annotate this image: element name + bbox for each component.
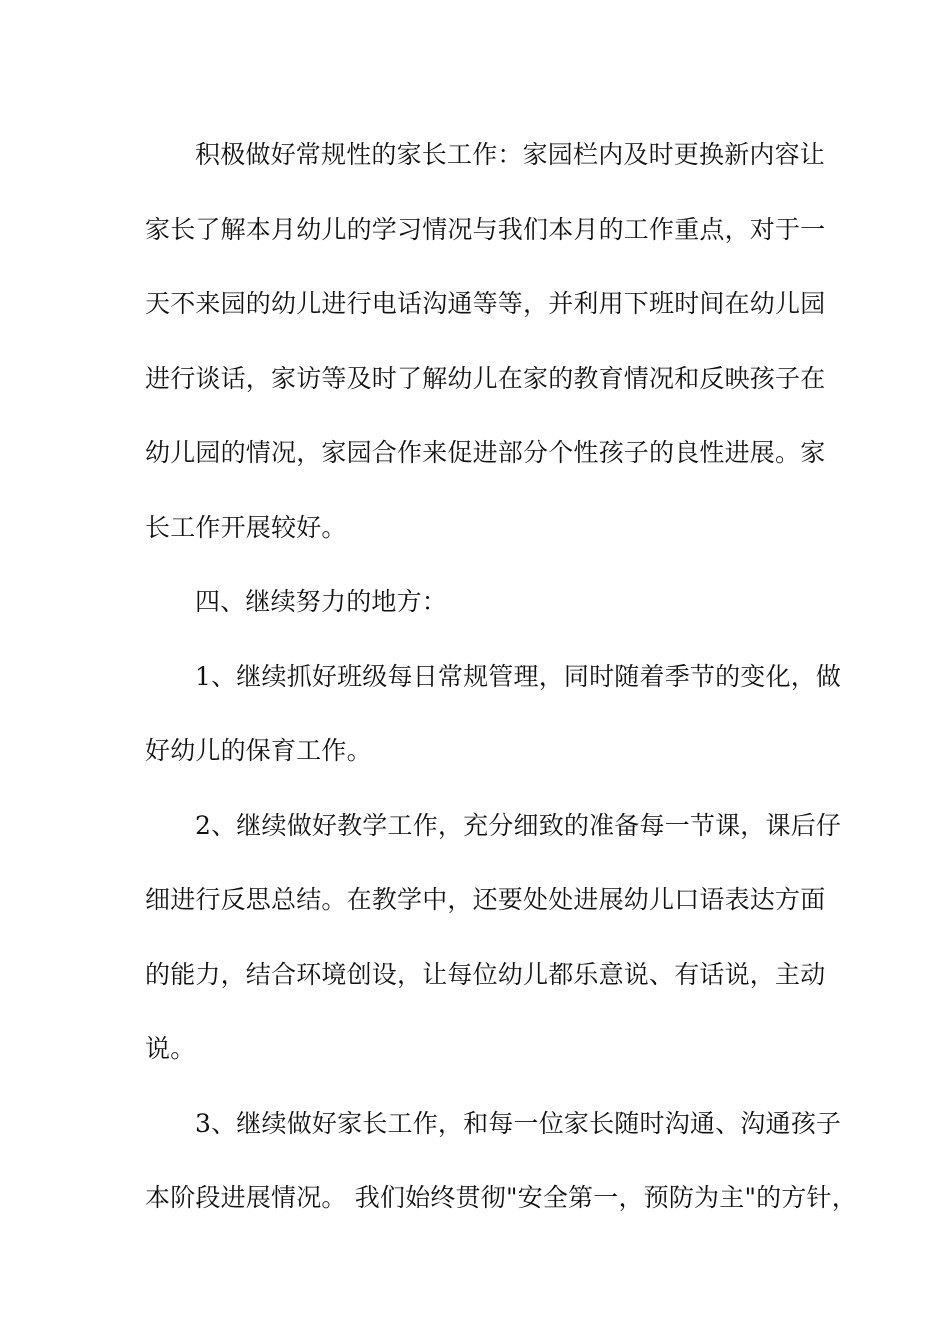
paragraph-line: 进行谈话，家访等及时了解幼儿在家的教育情况和反映孩子在 [145, 363, 826, 393]
paragraph-line: 天不来园的幼儿进行电话沟通等等，并利用下班时间在幼儿园 [145, 289, 826, 318]
paragraph-line: 幼儿园的情况，家园合作来促进部分个性孩子的良性进展。家 [145, 438, 826, 467]
list-item-2-line: 2、继续做好教学工作，充分细致的准备每一节课，课后仔 [195, 810, 842, 840]
paragraph-line: 家长了解本月幼儿的学习情况与我们本月的工作重点，对于一 [145, 214, 826, 244]
document-body [145, 118, 857, 1236]
list-item-2-line: 说。 [145, 1034, 196, 1063]
section-heading: 四、继续努力的地方： [195, 587, 448, 616]
list-item-2-line: 细进行反思总结。在教学中，还要处处进展幼儿口语表达方面 [145, 885, 826, 914]
list-item-1-line: 好幼儿的保育工作。 [145, 736, 372, 765]
list-item-3-line: 3、继续做好家长工作，和每一位家长随时沟通、沟通孩子 [195, 1108, 842, 1138]
paragraph-line: 积极做好常规性的家长工作：家园栏内及时更换新内容让 [195, 140, 826, 169]
list-item-3-line: 本阶段进展情况。 我们始终贯彻"安全第一，预防为主"的方针， [145, 1183, 857, 1212]
paragraph-line: 长工作开展较好。 [145, 512, 347, 542]
list-item-2-line: 的能力，结合环境创设，让每位幼儿都乐意说、有话说，主动 [145, 959, 826, 989]
list-item-1-line: 1、继续抓好班级每日常规管理，同时随着季节的变化，做 [195, 661, 842, 691]
